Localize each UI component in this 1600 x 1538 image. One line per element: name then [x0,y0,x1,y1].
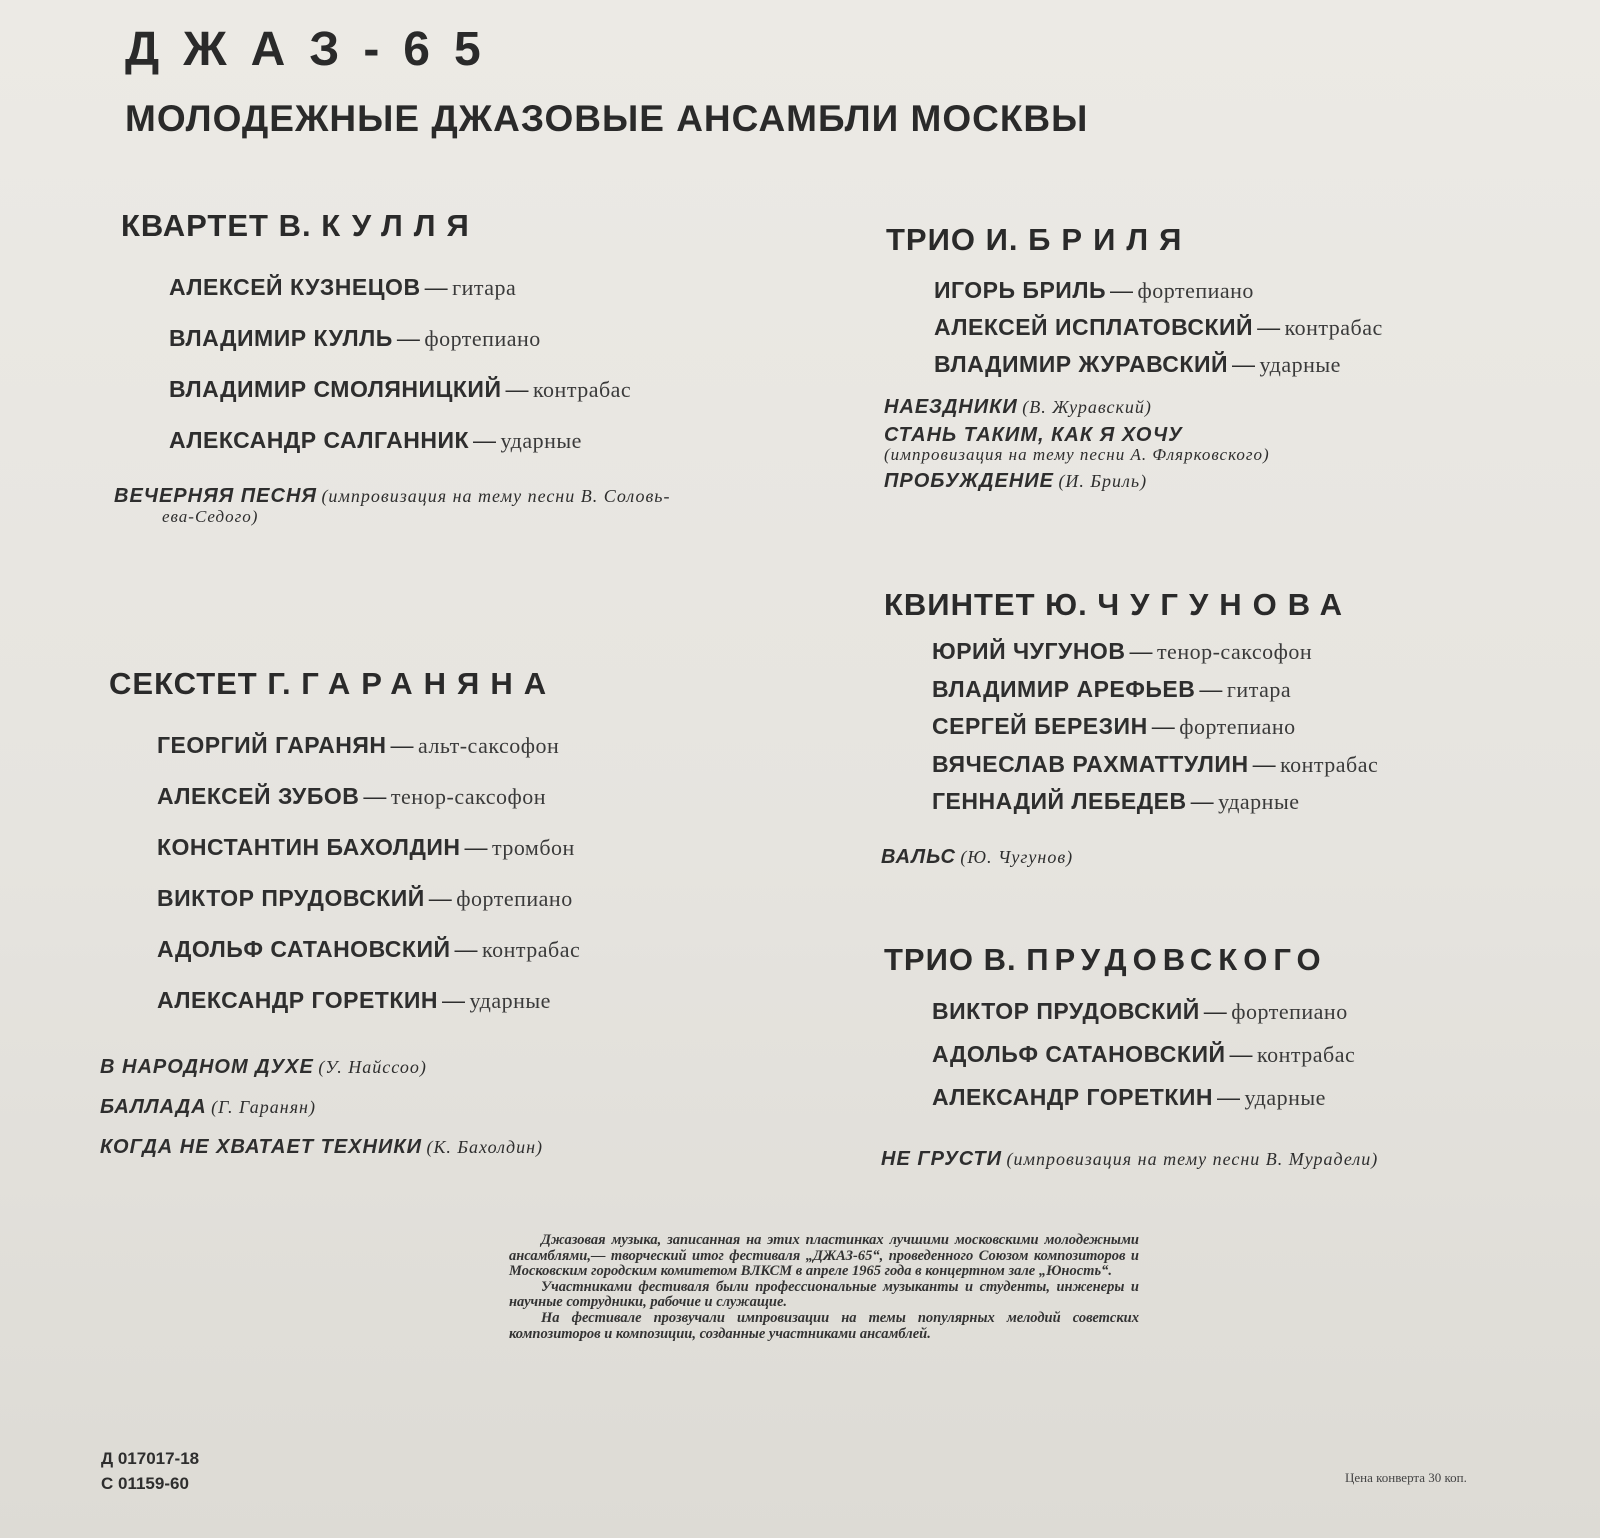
piece-list [881,847,1378,869]
member: АЛЕКСЕЙ ИСПЛАТОВСКИЙ — контрабас [934,314,1383,340]
piece: В НАРОДНОМ ДУХЕ (У. Найссоо) [100,1056,427,1078]
catalog-number: Д 017017-18 [101,1449,200,1468]
piece: ВАЛЬС (Ю. Чугунов) [881,845,1074,868]
sleeve-price: Цена конверта 30 коп. [1345,1470,1467,1485]
ensemble-leader: ГАРАНЯНА [301,666,558,701]
liner-notes [509,1233,1139,1342]
member: АЛЕКСЕЙ ЗУБОВ — тенор-саксофон [157,783,547,809]
ensemble-garanyan [100,666,581,1168]
member: КОНСТАНТИН БАХОЛДИН — тромбон [157,834,575,860]
catalog-numbers [101,1446,199,1496]
member: ВИКТОР ПРУДОВСКИЙ — фортепиано [932,998,1348,1024]
ensemble-title [884,942,1378,978]
member: СЕРГЕЙ БЕРЕЗИН — фортепиано [932,713,1296,739]
catalog-number: С 01159-60 [101,1474,189,1493]
member: ГЕННАДИЙ ЛЕБЕДЕВ — ударные [932,788,1300,814]
liner-notes-paragraph: На фестивале прозвучали импровизации на темы популярных мелодий советских композиторов и композиции, созданные участниками ансамблей. [509,1309,1139,1342]
member-list [934,272,1383,383]
piece: НАЕЗДНИКИ (В. Журавский) [884,396,1152,418]
member: ВЯЧЕСЛАВ РАХМАТТУЛИН — контрабас [932,750,1379,777]
member: АЛЕКСЕЙ КУЗНЕЦОВ — гитара [169,274,517,300]
piece-list [114,486,670,526]
member-list [169,262,670,466]
piece-list [100,1048,580,1168]
ensemble-leader: ЧУГУНОВА [1097,587,1354,622]
ensemble-title [886,222,1383,258]
piece: ВЕЧЕРНЯЯ ПЕСНЯ (импровизация на тему песни В. Соловь- ева-Седого) [114,485,671,526]
album-title: ДЖАЗ-65 [125,23,505,76]
member: АЛЕКСАНДР ГОРЕТКИН — ударные [157,987,551,1013]
member: ВЛАДИМИР ЖУРАВСКИЙ — ударные [934,351,1341,377]
liner-notes-paragraph: Джазовая музыка, записанная на этих пластинках лучшими московскими молодежными ансамблями,— творческий итог фестиваля „ДЖАЗ-65“, проведенного Союзом композиторов и Московским городским комитетом ВЛКСМ в апреле 1965 года в концертном зале „Юность“. [509,1232,1139,1280]
ensemble-title [109,666,580,702]
member-list [157,720,580,1026]
album-subtitle: МОЛОДЕЖНЫЕ ДЖАЗОВЫЕ АНСАМБЛИ МОСКВЫ [125,98,1089,139]
member: АДОЛЬФ САТАНОВСКИЙ — контрабас [157,936,581,962]
member: ВЛАДИМИР СМОЛЯНИЦКИЙ — контрабас [169,376,632,402]
ensemble-leader: ПРУДОВСКОГО [1026,942,1327,977]
piece: БАЛЛАДА (Г. Гаранян) [100,1096,316,1118]
ensemble-bril [886,222,1383,492]
piece: КОГДА НЕ ХВАТАЕТ ТЕХНИКИ (К. Бахолдин) [100,1136,544,1158]
ensemble-kull [114,208,671,526]
member: АДОЛЬФ САТАНОВСКИЙ — контрабас [932,1041,1356,1067]
liner-notes-paragraph: Участниками фестиваля были профессиональные музыканты и студенты, инженеры и научные сотрудники, рабочие и служащие. [509,1278,1139,1311]
piece: СТАНЬ ТАКИМ, КАК Я ХОЧУ (импровизация на тему песни А. Флярковского) [884,423,1270,465]
ensemble-title [121,208,670,244]
member: АЛЕКСАНДР САЛГАННИК — ударные [169,427,582,453]
member-list [932,990,1378,1119]
ensemble-prefix: ТРИО В. [884,942,1017,977]
piece: ПРОБУЖДЕНИЕ (И. Бриль) [884,469,1148,492]
member: АЛЕКСАНДР ГОРЕТКИН — ударные [932,1084,1326,1110]
member-list [932,633,1378,821]
member: ВЛАДИМИР АРЕФЬЕВ — гитара [932,675,1292,702]
ensemble-title [884,587,1378,623]
ensemble-prefix: КВИНТЕТ Ю. [884,587,1088,622]
ensemble-prudovsky [881,942,1379,1171]
piece: НЕ ГРУСТИ (импровизация на тему песни В. Мурадели) [881,1148,1379,1170]
member: ИГОРЬ БРИЛЬ — фортепиано [934,277,1254,303]
member: ВЛАДИМИР КУЛЛЬ — фортепиано [169,325,541,351]
member: ГЕОРГИЙ ГАРАНЯН — альт-саксофон [157,732,560,758]
ensemble-leader: КУЛЛЯ [321,208,480,243]
piece-list [884,397,1383,492]
ensemble-chugunov [881,587,1379,868]
piece-list [881,1149,1378,1171]
ensemble-prefix: СЕКСТЕТ Г. [109,666,292,701]
member: ЮРИЙ ЧУГУНОВ — тенор-саксофон [932,638,1313,664]
member: ВИКТОР ПРУДОВСКИЙ — фортепиано [157,885,573,911]
ensemble-prefix: ТРИО И. [886,222,1019,257]
ensemble-leader: БРИЛЯ [1028,222,1193,257]
ensemble-prefix: КВАРТЕТ В. [121,208,312,243]
